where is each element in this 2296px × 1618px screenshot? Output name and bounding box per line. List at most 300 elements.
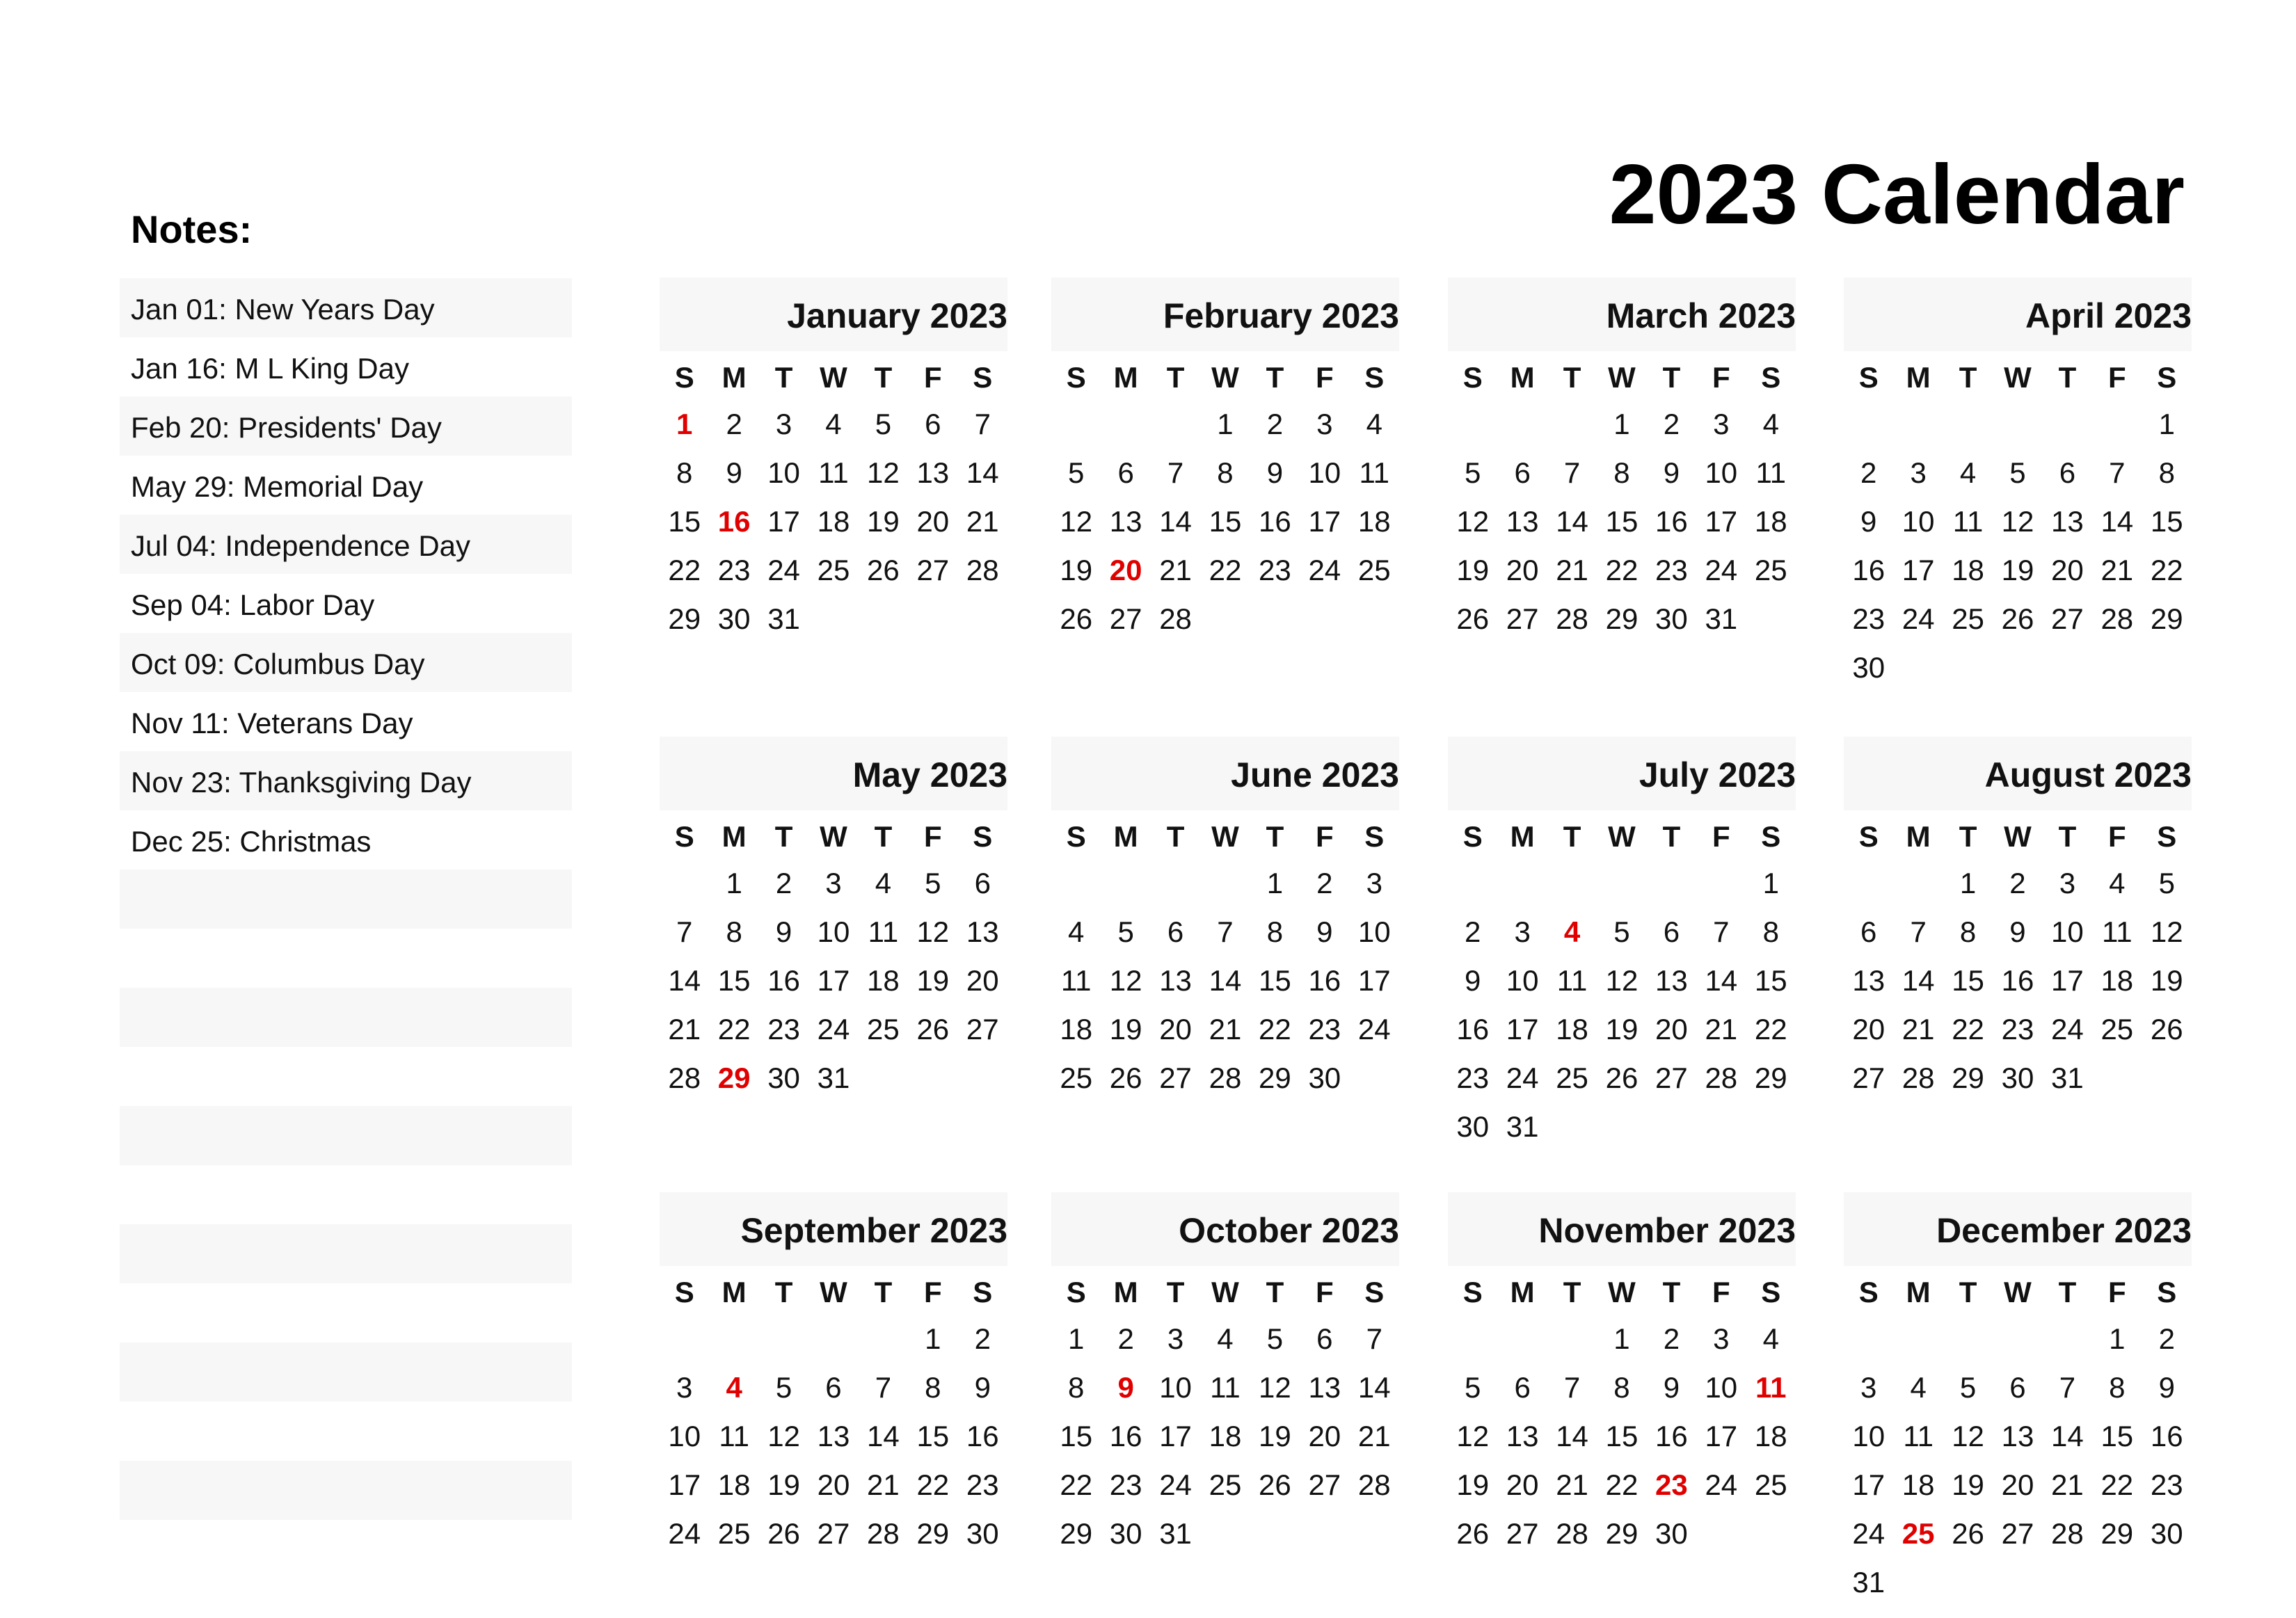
day-cell: 5 [1068,456,1085,489]
day-cell: 27 [1159,1062,1192,1094]
week-row [1051,1005,1399,1054]
day-cell: 18 [1357,505,1391,538]
weekday-header-row [1051,351,1399,400]
weekday-header-row [1844,810,2192,859]
day-cell: 10 [1506,964,1539,997]
day-cell: 6 [1167,915,1184,948]
day-cell: 4 [1762,1322,1779,1355]
month-title: January 2023 [787,296,1007,335]
week-row [660,449,1007,497]
empty-day-cell [1497,859,1547,908]
week-row [660,1461,1007,1509]
week-row [1844,956,2192,1005]
day-cell: 4 [1217,1322,1234,1355]
week-row [1448,1509,1796,1558]
empty-day-cell [1893,643,1943,692]
holiday-day-cell: 4 [726,1371,742,1404]
day-cell: 6 [1860,915,1877,948]
weekday-label: W [820,820,847,853]
empty-day-cell [1647,859,1696,908]
day-cell: 17 [1506,1013,1539,1046]
day-cell: 2 [1663,1322,1680,1355]
day-cell: 24 [1705,1468,1738,1501]
day-cell: 5 [2158,867,2175,899]
empty-day-cell [1300,595,1349,643]
empty-day-cell [1746,1509,1796,1558]
week-row [1844,1509,2192,1558]
month-block [660,1192,1007,1558]
day-cell: 6 [2059,456,2076,489]
day-cell: 22 [1952,1013,1984,1046]
day-cell: 3 [1366,867,1382,899]
day-cell: 17 [1902,554,1935,586]
day-cell: 10 [1705,456,1738,489]
month-block [1051,1192,1399,1558]
day-cell: 23 [717,554,751,586]
day-cell: 12 [1259,1371,1291,1404]
day-cell: 28 [1209,1062,1242,1094]
empty-day-cell [859,595,908,643]
weekday-label: S [1761,820,1781,853]
day-cell: 28 [1357,1468,1391,1501]
note-row [120,1047,572,1106]
day-cell: 18 [1556,1013,1588,1046]
day-cell: 1 [1613,1322,1630,1355]
day-cell: 7 [1910,915,1927,948]
day-cell: 21 [2051,1468,2084,1501]
day-cell: 21 [867,1468,900,1501]
month-title: April 2023 [2025,296,2192,335]
empty-day-cell [1200,1509,1250,1558]
empty-day-cell [1547,859,1597,908]
month-header [1051,278,1399,351]
weekday-label: S [2157,361,2177,394]
day-cell: 14 [1556,1420,1588,1452]
day-cell: 14 [1357,1371,1391,1404]
weekday-label: T [1266,820,1284,853]
note-row [120,870,572,929]
day-cell: 24 [1705,554,1738,586]
week-row [660,1412,1007,1461]
day-cell: 12 [867,456,900,489]
day-cell: 19 [1952,1468,1984,1501]
month-block [1051,737,1399,1103]
day-cell: 9 [974,1371,991,1404]
weekday-label: S [973,361,993,394]
empty-day-cell [1943,1315,1993,1363]
day-cell: 18 [1754,1420,1787,1452]
weekday-label: W [820,361,847,394]
empty-day-cell [2142,1558,2192,1607]
day-cell: 24 [668,1517,701,1550]
day-cell: 21 [2100,554,2134,586]
day-cell: 29 [1605,1517,1639,1550]
week-row [1448,1315,1796,1363]
week-row [1448,400,1796,449]
month-title: May 2023 [852,755,1007,794]
day-cell: 23 [2001,1013,2034,1046]
day-cell: 13 [2051,505,2084,538]
day-cell: 23 [1109,1468,1142,1501]
weekday-label: F [1315,1276,1334,1308]
day-cell: 5 [2009,456,2026,489]
empty-day-cell [2092,1054,2142,1103]
weekday-label: T [774,361,793,394]
weekday-label: T [1662,820,1681,853]
day-cell: 17 [2051,964,2084,997]
day-cell: 19 [2150,964,2183,997]
day-cell: 12 [916,915,950,948]
day-cell: 15 [2100,1420,2134,1452]
month-block [1844,737,2192,1103]
day-cell: 19 [916,964,950,997]
day-cell: 23 [1456,1062,1490,1094]
weekday-label: T [1662,361,1681,394]
day-cell: 14 [2051,1420,2084,1452]
weekday-label: F [1315,361,1334,394]
day-cell: 3 [1713,408,1730,440]
holiday-day-cell: 11 [1755,1371,1787,1404]
day-cell: 12 [1060,505,1093,538]
day-cell: 15 [1605,1420,1639,1452]
day-cell: 4 [875,867,892,899]
week-row [1051,908,1399,956]
day-cell: 13 [1852,964,1886,997]
weekday-header-row [1448,810,1796,859]
weekday-label: W [1608,1276,1636,1308]
day-cell: 7 [1217,915,1234,948]
month-header [1051,1192,1399,1266]
day-cell: 24 [767,554,800,586]
empty-day-cell [958,1054,1007,1103]
week-row [1844,1363,2192,1412]
day-cell: 10 [767,456,800,489]
weekday-header-row [660,1266,1007,1315]
day-cell: 20 [2001,1468,2034,1501]
month-block [1844,278,2192,692]
day-cell: 25 [1060,1062,1093,1094]
month-title: September 2023 [740,1211,1007,1250]
day-cell: 16 [1655,505,1688,538]
day-cell: 20 [1852,1013,1886,1046]
day-cell: 23 [1308,1013,1341,1046]
week-row [1844,449,2192,497]
day-cell: 13 [1506,505,1539,538]
day-cell: 2 [775,867,792,899]
day-cell: 15 [1060,1420,1093,1452]
empty-day-cell [1943,1558,1993,1607]
empty-day-cell [2092,400,2142,449]
empty-day-cell [709,1315,758,1363]
weekday-label: M [722,820,747,853]
day-cell: 6 [1514,456,1531,489]
weekday-label: S [1858,820,1879,853]
day-cell: 25 [1209,1468,1242,1501]
day-cell: 8 [1613,456,1630,489]
day-cell: 21 [1556,1468,1588,1501]
weekday-label: S [1364,820,1385,853]
weekday-label: S [2157,1276,2177,1308]
day-cell: 1 [1613,408,1630,440]
day-cell: 15 [1754,964,1787,997]
empty-day-cell [1746,595,1796,643]
day-cell: 13 [1655,964,1688,997]
day-cell: 5 [875,408,892,440]
weekday-label: T [1266,1276,1284,1308]
day-cell: 15 [1952,964,1984,997]
day-cell: 5 [1117,915,1134,948]
day-cell: 4 [1068,915,1085,948]
day-cell: 14 [1705,964,1738,997]
day-cell: 30 [1852,651,1886,684]
day-cell: 9 [775,915,792,948]
weekday-header-row [1051,810,1399,859]
weekday-label: M [1906,361,1931,394]
day-cell: 16 [1259,505,1291,538]
weekday-label: S [1066,361,1086,394]
day-cell: 6 [1117,456,1134,489]
month-header [660,1192,1007,1266]
day-cell: 10 [1902,505,1935,538]
empty-day-cell [859,1054,908,1103]
day-cell: 13 [916,456,950,489]
empty-day-cell [1051,400,1101,449]
weekday-label: W [820,1276,847,1308]
day-cell: 17 [668,1468,701,1501]
empty-day-cell [1943,643,1993,692]
day-cell: 28 [2100,602,2134,635]
note-row: Jul 04: Independence Day [120,515,572,574]
day-cell: 8 [1959,915,1977,948]
empty-day-cell [1300,1509,1349,1558]
week-row [1051,595,1399,643]
day-cell: 11 [1952,505,1984,538]
day-cell: 8 [1762,915,1779,948]
day-cell: 21 [1209,1013,1242,1046]
month-block [1448,1192,1796,1558]
day-cell: 27 [966,1013,999,1046]
day-cell: 18 [2100,964,2134,997]
empty-day-cell [859,1315,908,1363]
note-row [120,1402,572,1461]
week-row [1051,956,1399,1005]
day-cell: 26 [916,1013,950,1046]
day-cell: 22 [1060,1468,1093,1501]
week-row [1844,1412,2192,1461]
empty-day-cell [1746,1103,1796,1151]
weekday-label: S [1364,1276,1385,1308]
day-cell: 3 [1910,456,1927,489]
day-cell: 26 [2001,602,2034,635]
weekday-label: M [1510,361,1535,394]
page-title: 2023 Calendar [1609,147,2185,241]
week-row [1448,1412,1796,1461]
note-row: May 29: Memorial Day [131,470,424,503]
month-header [1448,1192,1796,1266]
weekday-label: W [1211,820,1239,853]
month-block [1448,737,1796,1151]
week-row [1448,1103,1796,1151]
empty-day-cell [1993,643,2042,692]
empty-day-cell [1696,1509,1746,1558]
weekday-label: M [1510,820,1535,853]
empty-day-cell [908,595,957,643]
empty-day-cell [1696,1103,1746,1151]
day-cell: 28 [1556,602,1588,635]
weekday-label: S [1066,820,1086,853]
weekday-label: M [1113,820,1138,853]
weekday-label: F [1712,361,1730,394]
day-cell: 14 [1902,964,1935,997]
weekday-label: F [1315,820,1334,853]
day-cell: 17 [817,964,850,997]
day-cell: 11 [2102,915,2132,948]
week-row [1844,1461,2192,1509]
empty-day-cell [1597,1103,1646,1151]
day-cell: 13 [1159,964,1192,997]
day-cell: 30 [1456,1110,1490,1143]
day-cell: 26 [1456,1517,1490,1550]
empty-day-cell [660,859,709,908]
day-cell: 27 [2001,1517,2034,1550]
empty-day-cell [1101,859,1150,908]
day-cell: 22 [668,554,701,586]
day-cell: 21 [1159,554,1192,586]
month-header [1051,737,1399,810]
day-cell: 9 [1663,1371,1680,1404]
day-cell: 2 [1663,408,1680,440]
notes-heading: Notes: [131,207,253,251]
day-cell: 19 [1456,1468,1490,1501]
weekday-label: F [2107,361,2126,394]
empty-day-cell [759,1315,808,1363]
empty-day-cell [1448,400,1497,449]
holiday-day-cell: 23 [1655,1468,1688,1501]
day-cell: 25 [817,554,850,586]
day-cell: 19 [867,505,900,538]
day-cell: 14 [2100,505,2134,538]
empty-day-cell [1250,595,1300,643]
week-row [1448,497,1796,546]
day-cell: 11 [868,915,899,948]
day-cell: 10 [1852,1420,1886,1452]
day-cell: 20 [916,505,950,538]
empty-day-cell [1647,1103,1696,1151]
day-cell: 27 [1852,1062,1886,1094]
empty-day-cell [1200,595,1250,643]
day-cell: 22 [916,1468,950,1501]
day-cell: 28 [2051,1517,2084,1550]
weekday-label: T [2058,361,2077,394]
day-cell: 15 [668,505,701,538]
weekday-label: W [1608,820,1636,853]
day-cell: 28 [1705,1062,1738,1094]
day-cell: 17 [1852,1468,1886,1501]
empty-day-cell [1350,595,1399,643]
day-cell: 31 [1159,1517,1192,1550]
week-row [660,1315,1007,1363]
day-cell: 2 [1465,915,1481,948]
day-cell: 25 [1754,1468,1787,1501]
month-header [1844,737,2192,810]
weekday-label: T [2058,1276,2077,1308]
day-cell: 18 [1209,1420,1242,1452]
day-cell: 8 [925,1371,941,1404]
week-row [660,956,1007,1005]
day-cell: 21 [668,1013,701,1046]
day-cell: 8 [2158,456,2175,489]
empty-day-cell [1844,859,1893,908]
empty-day-cell [1350,1509,1399,1558]
empty-day-cell [2043,643,2092,692]
day-cell: 18 [717,1468,751,1501]
day-cell: 6 [1316,1322,1333,1355]
day-cell: 9 [2158,1371,2175,1404]
day-cell: 6 [925,408,941,440]
week-row [660,1005,1007,1054]
weekday-label: W [2004,820,2032,853]
weekday-label: W [2004,361,2032,394]
weekday-header-row [1448,351,1796,400]
day-cell: 14 [668,964,701,997]
day-cell: 31 [1506,1110,1539,1143]
empty-day-cell [908,1054,957,1103]
weekday-label: M [1906,1276,1931,1308]
weekday-label: S [674,361,694,394]
holiday-day-cell: 4 [1563,915,1581,948]
week-row [1051,1509,1399,1558]
day-cell: 27 [916,554,950,586]
day-cell: 9 [1316,915,1333,948]
day-cell: 9 [2009,915,2026,948]
week-row [1051,449,1399,497]
day-cell: 13 [1308,1371,1341,1404]
day-cell: 10 [1159,1371,1192,1404]
day-cell: 7 [1366,1322,1382,1355]
day-cell: 26 [1259,1468,1291,1501]
week-row [1844,643,2192,692]
month-header [1844,1192,2192,1266]
empty-day-cell [1844,1315,1893,1363]
day-cell: 2 [1316,867,1333,899]
note-row [120,988,572,1047]
day-cell: 1 [1959,867,1977,899]
month-block [660,278,1007,643]
day-cell: 3 [1713,1322,1730,1355]
empty-day-cell [1497,1315,1547,1363]
day-cell: 23 [1852,602,1886,635]
week-row [1448,1005,1796,1054]
empty-day-cell [1051,859,1101,908]
day-cell: 22 [1605,554,1639,586]
day-cell: 30 [966,1517,999,1550]
day-cell: 15 [1209,505,1242,538]
day-cell: 12 [1456,1420,1490,1452]
day-cell: 5 [925,867,941,899]
day-cell: 10 [817,915,850,948]
week-row [1448,859,1796,908]
day-cell: 4 [2109,867,2126,899]
empty-day-cell [2142,1054,2192,1103]
day-cell: 17 [767,505,800,538]
day-cell: 11 [1359,456,1390,489]
empty-day-cell [1250,1509,1300,1558]
day-cell: 15 [1259,964,1291,997]
day-cell: 3 [775,408,792,440]
day-cell: 1 [1762,867,1779,899]
day-cell: 28 [966,554,999,586]
day-cell: 16 [1456,1013,1490,1046]
